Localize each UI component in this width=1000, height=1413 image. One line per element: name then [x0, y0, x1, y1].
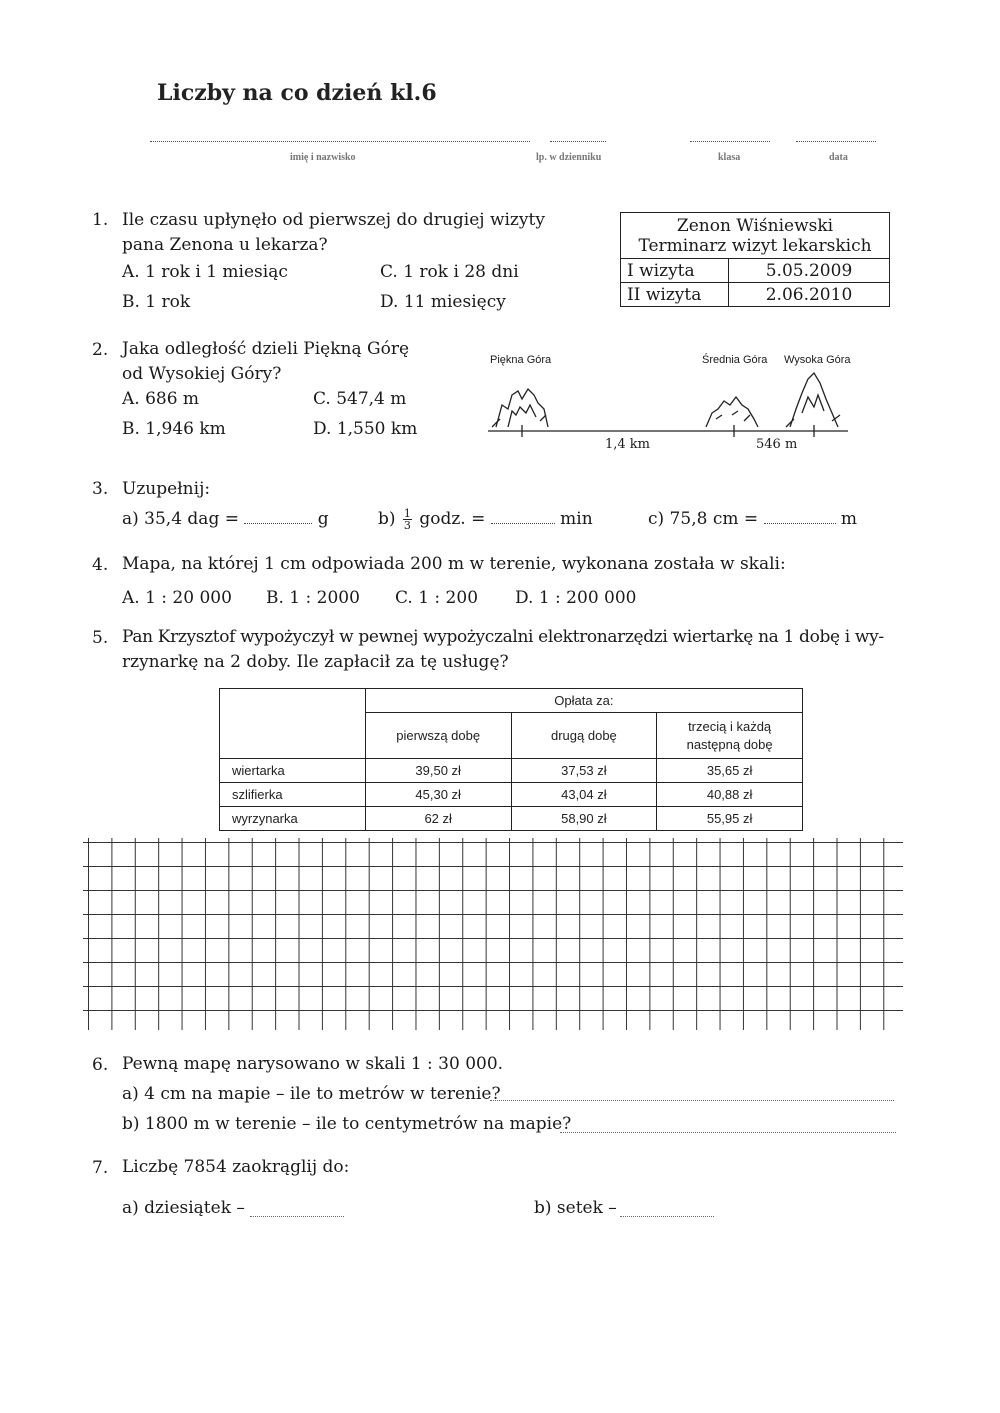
q6-part-a: a) 4 cm na mapie – ile to metrów w terenie? [122, 1084, 501, 1104]
peak-label-wysoka: Wysoka Góra [784, 354, 851, 366]
q3-part-b [378, 508, 593, 531]
q1-option-d[interactable]: D. 11 miesięcy [380, 292, 506, 312]
q3-b-answer-blank[interactable] [491, 508, 555, 524]
q3-b-prefix: b) [378, 509, 396, 529]
name-field-line[interactable] [150, 140, 530, 142]
fee-col3-line1: trzecią i każdą [688, 718, 772, 734]
date-field-line[interactable] [796, 140, 876, 142]
fee-col-header: drugą dobę [511, 713, 657, 759]
mountains-figure [488, 365, 858, 445]
fee-cell: 62 zł [365, 807, 511, 831]
q1-number: 1. [92, 210, 109, 230]
q4-text: Mapa, na której 1 cm odpowiada 200 m w terenie, wykonana została w skali: [122, 554, 786, 574]
fee-group-header: Opłata za: [365, 689, 802, 713]
fee-cell: 39,50 zł [365, 759, 511, 783]
visit-date: 5.05.2009 [729, 259, 890, 283]
q7-number: 7. [92, 1158, 109, 1178]
q2-option-a[interactable]: A. 686 m [122, 389, 200, 409]
table-row [220, 783, 803, 807]
fee-cell: 40,88 zł [657, 783, 803, 807]
q3-b-mid: godz. = [419, 509, 486, 529]
visit-table-title-line1: Zenon Wiśniewski [676, 215, 834, 236]
fraction-denominator: 3 [403, 519, 411, 532]
fee-col3-line2: następną dobę [686, 736, 773, 752]
q7-a-answer-line[interactable] [250, 1200, 344, 1217]
q6-part-b: b) 1800 m w terenie – ile to centymetrów na mapie? [122, 1114, 572, 1134]
q3-part-a [122, 508, 329, 529]
q3-a-prefix: a) 35,4 dag = [122, 509, 239, 529]
rental-fee-table [219, 688, 803, 831]
fee-col-header [657, 713, 803, 759]
q3-c-prefix: c) 75,8 cm = [648, 509, 759, 529]
fraction-numerator: 1 [403, 507, 411, 520]
journal-number-field-line[interactable] [550, 140, 606, 142]
mountain-piekna-icon [496, 389, 548, 427]
tool-name: wiertarka [220, 759, 366, 783]
q4-option-a[interactable]: A. 1 : 20 000 [122, 588, 232, 608]
q1-text-line1: Ile czasu upłynęło od pierwszej do drugiej wizyty [122, 210, 545, 230]
q4-option-b[interactable]: B. 1 : 2000 [266, 588, 360, 608]
visit-label: II wizyta [621, 283, 729, 307]
q1-option-b[interactable]: B. 1 rok [122, 292, 191, 312]
q2-text-line2: od Wysokiej Góry? [122, 364, 282, 384]
q6-a-answer-line[interactable] [490, 1084, 894, 1101]
q7-b-answer-line[interactable] [620, 1200, 714, 1217]
name-field-label: imię i nazwisko [290, 152, 356, 163]
journal-number-label: lp. w dzienniku [536, 152, 602, 163]
q1-text-line2: pana Zenona u lekarza? [122, 235, 328, 255]
q2-option-d[interactable]: D. 1,550 km [313, 419, 418, 439]
fee-cell: 55,95 zł [657, 807, 803, 831]
q2-option-c[interactable]: C. 547,4 m [313, 389, 407, 409]
q3-part-c [648, 508, 857, 529]
tool-name: szlifierka [220, 783, 366, 807]
mountain-wysoka-icon [790, 373, 838, 427]
distance-label-1: 1,4 km [605, 437, 651, 452]
table-row [220, 807, 803, 831]
q2-text-line1: Jaka odległość dzieli Piękną Górę [122, 339, 410, 359]
q5-text-line1: Pan Krzysztof wypożyczył w pewnej wypożyczalni elektronarzędzi wiertarkę na 1 dobę i wy- [122, 627, 884, 647]
class-field-line[interactable] [690, 140, 770, 142]
peak-label-piekna: Piękna Góra [490, 354, 552, 366]
q2-number: 2. [92, 340, 109, 360]
tool-name: wyrzynarka [220, 807, 366, 831]
fee-table-corner [220, 689, 366, 759]
q6-b-answer-line[interactable] [560, 1116, 896, 1133]
q6-number: 6. [92, 1055, 109, 1075]
visit-table-title [621, 213, 890, 259]
q3-number: 3. [92, 479, 109, 499]
visit-schedule-table [620, 212, 890, 307]
fee-cell: 37,53 zł [511, 759, 657, 783]
peak-label-srednia: Średnia Góra [702, 354, 768, 366]
date-label: data [829, 152, 848, 163]
q7-text: Liczbę 7854 zaokrąglij do: [122, 1157, 350, 1177]
visit-table-title-line2: Terminarz wizyt lekarskich [638, 235, 872, 256]
fee-cell: 45,30 zł [365, 783, 511, 807]
squared-work-area[interactable] [83, 838, 903, 1030]
q6-text: Pewną mapę narysowano w skali 1 : 30 000. [122, 1054, 504, 1074]
q4-option-c[interactable]: C. 1 : 200 [395, 588, 479, 608]
mountain-srednia-icon [706, 397, 758, 427]
q3-c-unit: m [840, 509, 858, 529]
q2-option-b[interactable]: B. 1,946 km [122, 419, 226, 439]
q3-b-fraction [403, 508, 412, 531]
q1-option-c[interactable]: C. 1 rok i 28 dni [380, 262, 519, 282]
q3-b-unit: min [560, 509, 593, 529]
q3-c-answer-blank[interactable] [764, 508, 836, 524]
page-title: Liczby na co dzień kl.6 [157, 80, 437, 106]
q1-option-a[interactable]: A. 1 rok i 1 miesiąc [122, 262, 288, 282]
fee-cell: 43,04 zł [511, 783, 657, 807]
visit-date: 2.06.2010 [729, 283, 890, 307]
distance-label-2: 546 m [756, 437, 798, 452]
visit-label: I wizyta [621, 259, 729, 283]
q7-part-b: b) setek – [534, 1198, 617, 1218]
q5-number: 5. [92, 628, 109, 648]
q5-text-line2: rzynarkę na 2 doby. Ile zapłacił za tę usługę? [122, 652, 509, 672]
q3-a-answer-blank[interactable] [244, 508, 312, 524]
fee-col-header: pierwszą dobę [365, 713, 511, 759]
table-row [220, 759, 803, 783]
q3-a-unit: g [317, 509, 329, 529]
q7-part-a: a) dziesiątek – [122, 1198, 245, 1218]
fee-cell: 58,90 zł [511, 807, 657, 831]
fee-cell: 35,65 zł [657, 759, 803, 783]
q3-text: Uzupełnij: [122, 479, 211, 499]
class-label: klasa [718, 152, 741, 163]
q4-number: 4. [92, 555, 109, 575]
q4-option-d[interactable]: D. 1 : 200 000 [515, 588, 637, 608]
